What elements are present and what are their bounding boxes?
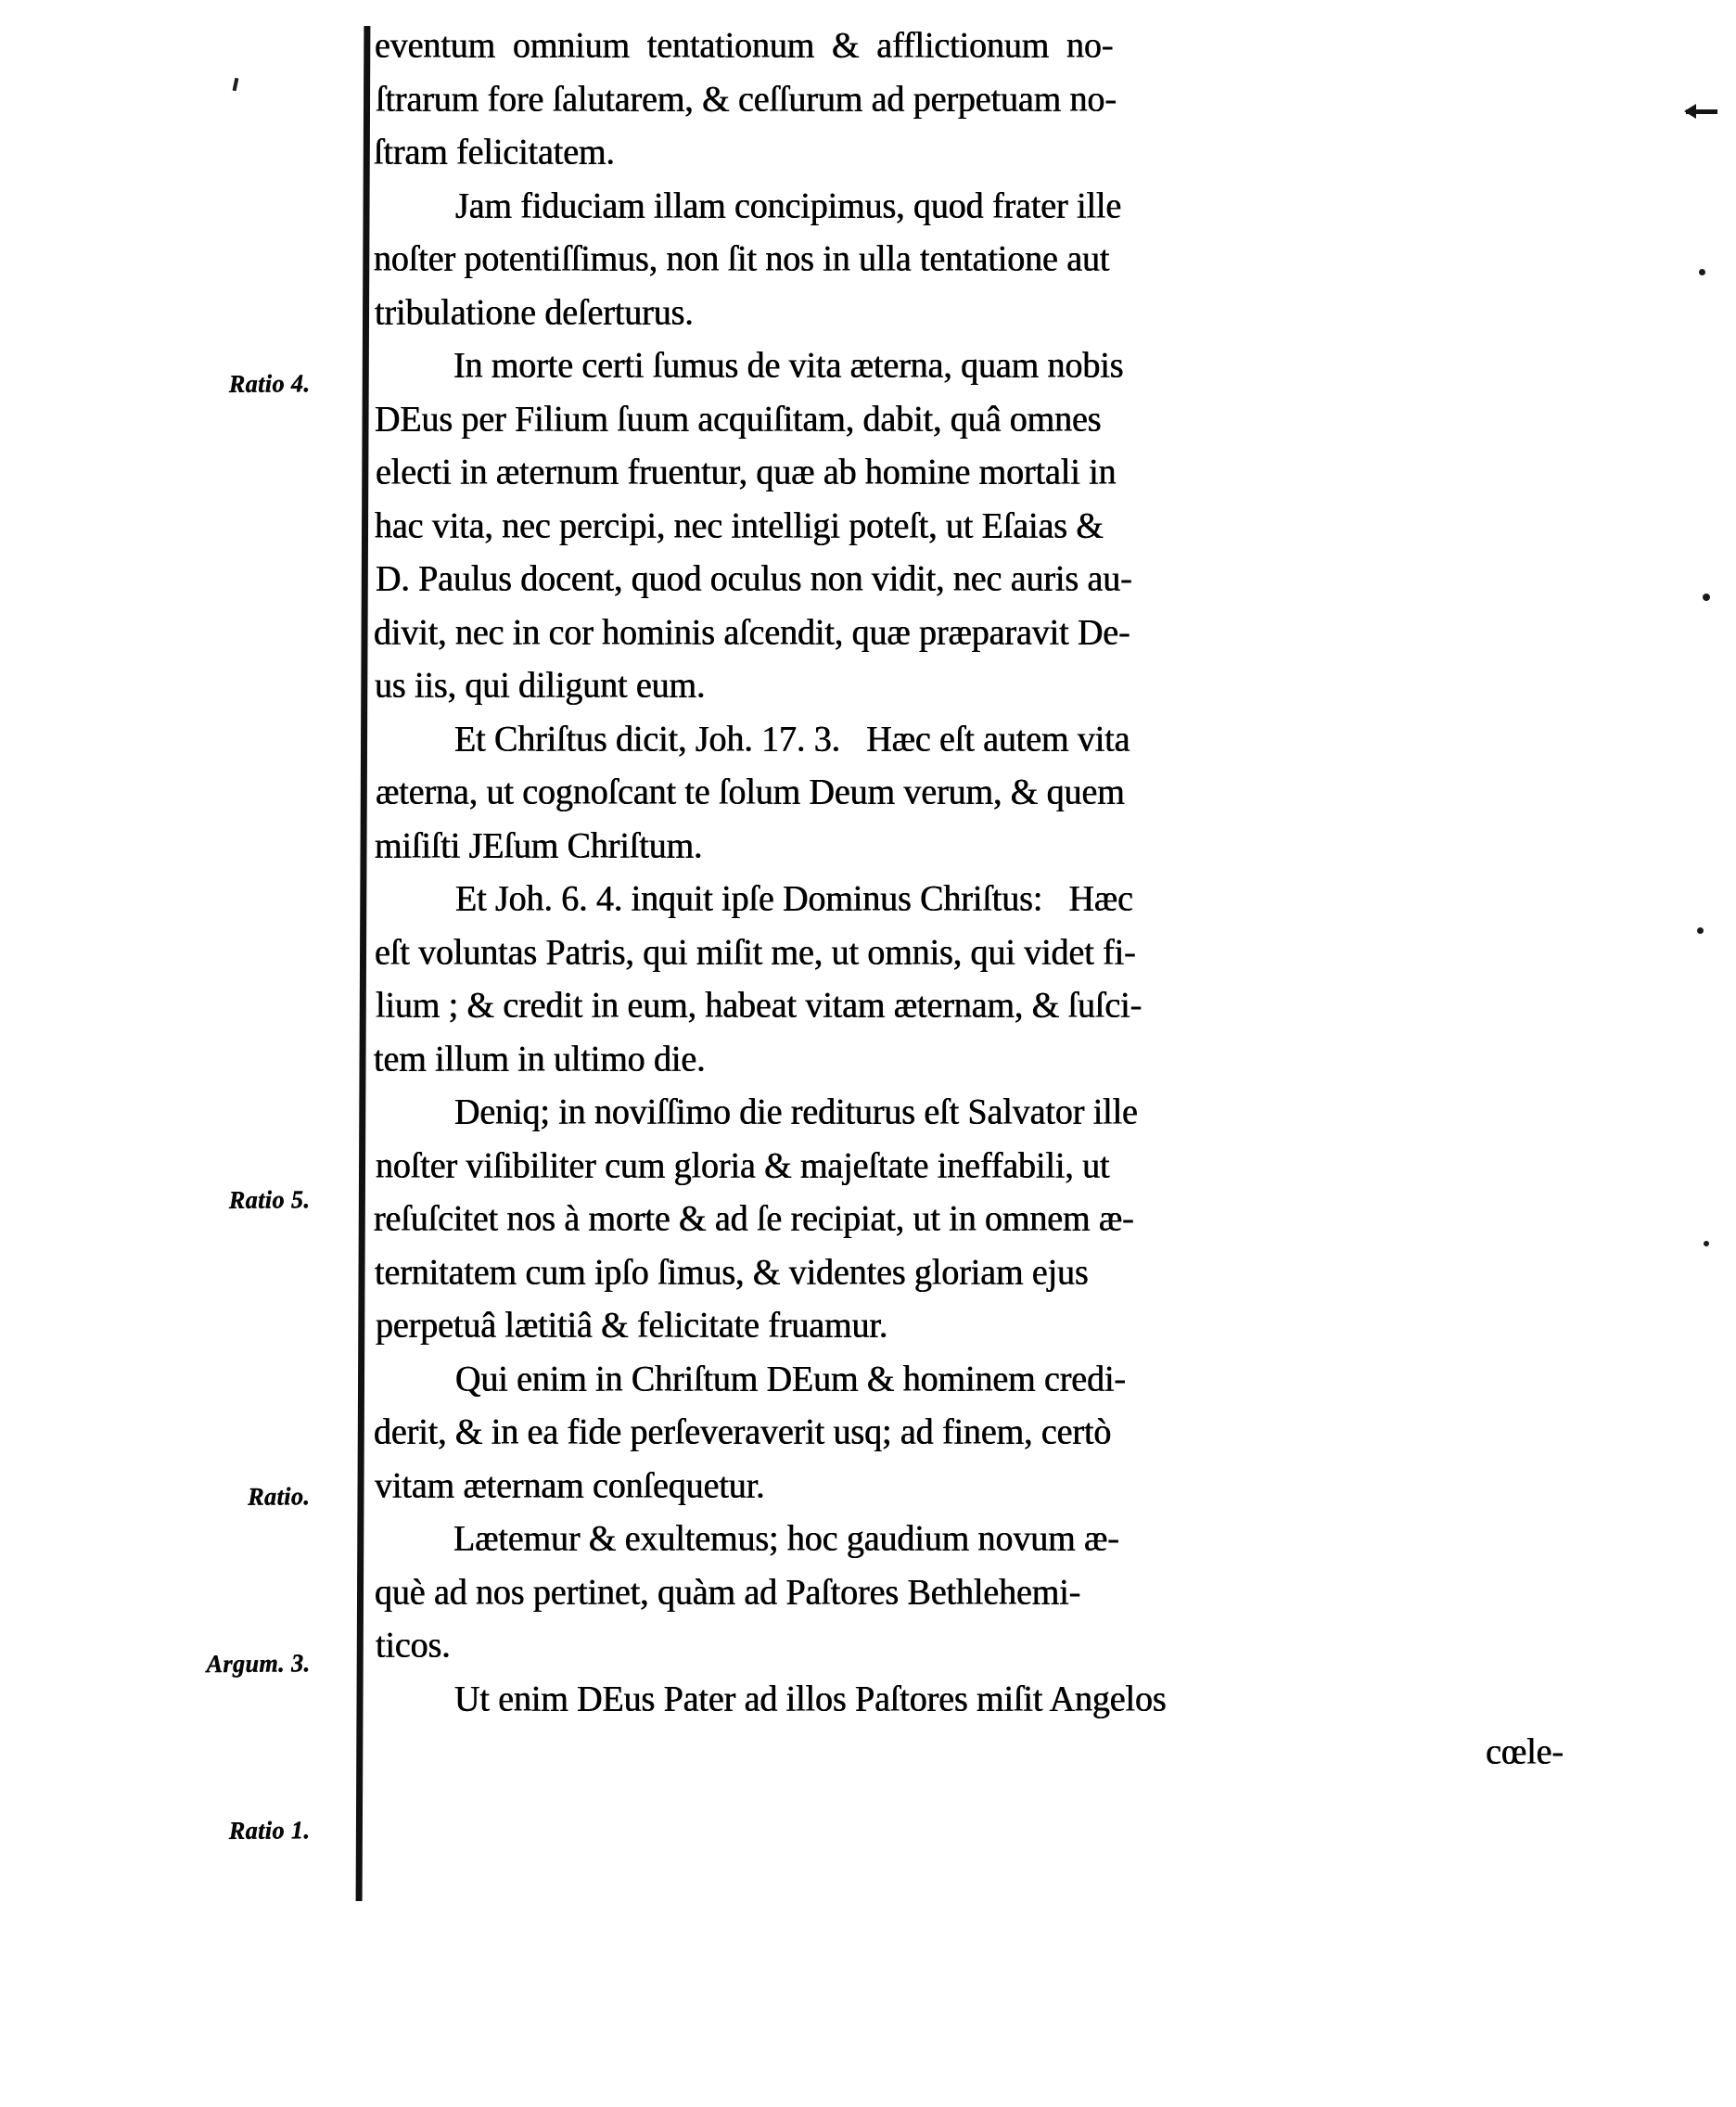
text-line: Ut enim DEus Pater ad illos Paſtores miſit Angelos <box>454 1678 1167 1719</box>
text-line: Lætemur & exultemus; hoc gaudium novum æ- <box>453 1517 1119 1559</box>
text-line: Deniq; in noviſſimo die rediturus eſt Salvator ille <box>454 1091 1138 1132</box>
paragraph-laetemur <box>375 1513 1580 1674</box>
text-line: DEus per Filium ſuum acquiſitam, dabit, quâ omnes <box>375 398 1102 440</box>
paragraph-et-christus-dicit <box>375 714 1580 875</box>
text-line: eſt voluntas Patris, qui miſit me, ut omnis, qui videt fi- <box>375 931 1136 973</box>
text-line: miſiſti JEſum Chriſtum. <box>375 824 703 866</box>
text-line: electi in æternum fruentur, quæ ab homine mortali in <box>376 451 1117 492</box>
text-line: D. Paulus docent, quod oculus non vidit, nec auris au- <box>376 557 1132 599</box>
text-line: eventum omnium tentationum & afflictionum no- <box>375 24 1114 66</box>
text-line: reſuſcitet nos à morte & ad ſe recipiat, ut in omnem æ- <box>374 1197 1134 1239</box>
paragraph-deniq <box>375 1087 1580 1354</box>
text-line: ſtram felicitatem. <box>374 131 615 172</box>
text-line: Jam fiduciam illam concipimus, quod frater ille <box>455 185 1122 226</box>
page-speck-mark <box>1699 269 1705 275</box>
text-line: ticos. <box>376 1624 451 1666</box>
marginalia-column <box>0 0 358 2107</box>
paragraph-qui-enim <box>375 1354 1580 1514</box>
text-line: hac vita, nec percipi, nec intelligi poteſt, ut Eſaias & <box>375 504 1104 546</box>
catchword: cœle- <box>1486 1730 1564 1772</box>
text-line: tribulatione deſerturus. <box>375 291 694 333</box>
margin-note: Ratio. <box>247 1482 311 1511</box>
margin-note: Ratio 4. <box>228 369 311 398</box>
page-speck-mark <box>1703 594 1710 601</box>
page-speck-mark <box>1704 1241 1709 1246</box>
paragraph-jam-fiduciam <box>375 181 1580 341</box>
text-line: vitam æternam conſequetur. <box>375 1464 765 1506</box>
text-line: divit, nec in cor hominis aſcendit, quæ præparavit De- <box>374 611 1130 653</box>
text-line: us iis, qui diligunt eum. <box>375 664 706 706</box>
text-line: ternitatem cum ipſo ſimus, & videntes gloriam ejus <box>375 1251 1089 1293</box>
text-line: derit, & in ea fide perſeveraverit usq; ad finem, certò <box>374 1411 1112 1452</box>
paragraph-ut-enim <box>375 1674 1580 1728</box>
margin-note: Ratio 1. <box>228 1816 311 1845</box>
paragraph-eventum <box>375 20 1580 181</box>
text-line: què ad nos pertinet, quàm ad Paſtores Bethlehemi- <box>375 1571 1081 1613</box>
text-line: Qui enim in Chriſtum DEum & hominem credi- <box>455 1358 1126 1399</box>
text-line: ſtrarum fore ſalutarem, & ceſſurum ad perpetuam no- <box>376 78 1117 120</box>
text-line: Et Chriſtus dicit, Joh. 17. 3. Hæc eſt autem vita <box>454 718 1130 760</box>
text-line: lium ; & credit in eum, habeat vitam æternam, & ſuſci- <box>376 984 1142 1026</box>
margin-note: Ratio 5. <box>228 1185 311 1214</box>
text-line: noſter potentiſſimus, non ſit nos in ulla tentatione aut <box>374 237 1110 279</box>
text-line: In morte certi ſumus de vita æterna, quam nobis <box>453 344 1124 386</box>
text-line: noſter viſibiliter cum gloria & majeſtate ineffabili, ut <box>376 1144 1110 1186</box>
text-line: æterna, ut cognoſcant te ſolum Deum verum, & quem <box>376 771 1125 812</box>
main-text-block <box>375 20 1580 1781</box>
margin-note: Argum. 3. <box>205 1649 311 1679</box>
arrow-mark-icon <box>1686 109 1717 114</box>
paragraph-et-joh-6-4 <box>375 874 1580 1087</box>
text-line: Et Joh. 6. 4. inquit ipſe Dominus Chriſtus: Hæc <box>455 877 1133 919</box>
paragraph-in-morte <box>375 340 1580 714</box>
page-speck-mark <box>1697 927 1704 934</box>
text-line: tem illum in ultimo die. <box>374 1038 706 1079</box>
text-line: perpetuâ lætitiâ & felicitate fruamur. <box>376 1304 888 1346</box>
